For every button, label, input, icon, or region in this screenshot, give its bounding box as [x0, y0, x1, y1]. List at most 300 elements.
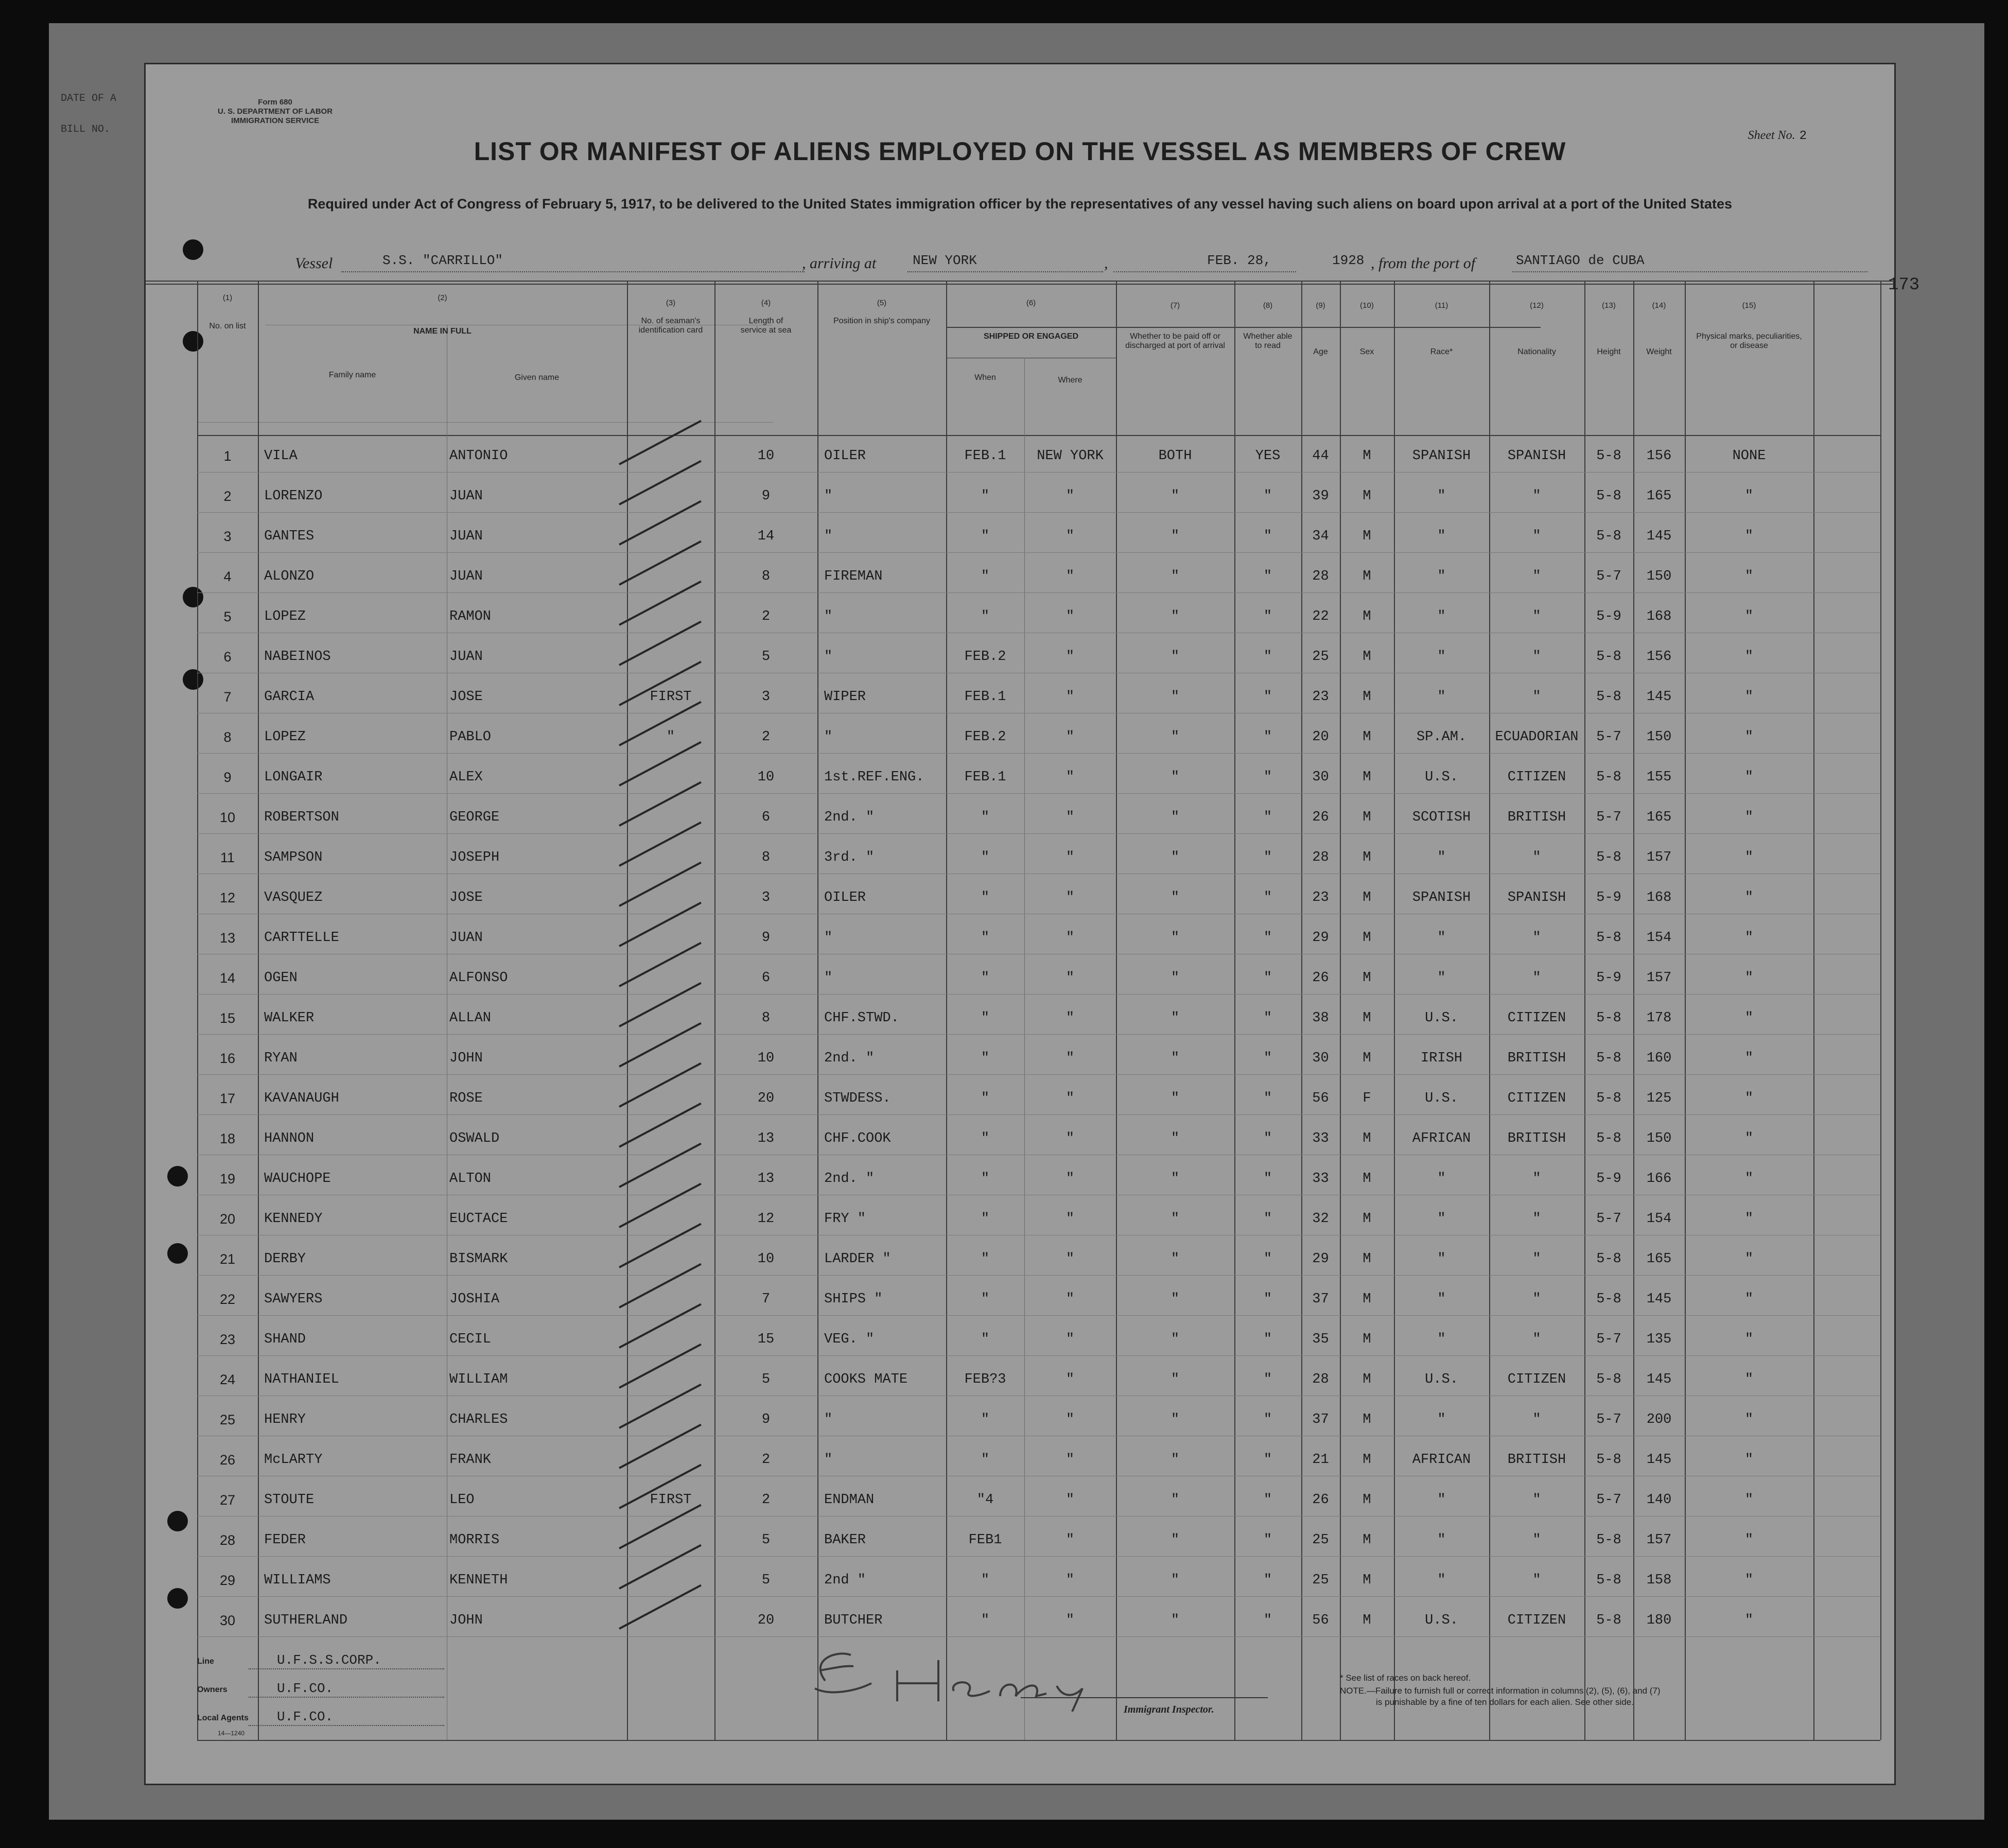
cell-given-name: LEO	[449, 1492, 475, 1508]
cell-able-to-read: "	[1263, 609, 1272, 624]
cell-weight: 150	[1646, 1131, 1672, 1146]
cell-service-years: 14	[757, 529, 775, 544]
cell-weight: 165	[1646, 810, 1672, 825]
col-header-position: Position in ship's company	[833, 317, 931, 325]
cell-paid-off: "	[1171, 1412, 1180, 1427]
cell-row-number: 8	[223, 729, 232, 745]
cell-paid-off: "	[1171, 1573, 1180, 1588]
cell-physical-marks: "	[1744, 1171, 1754, 1187]
cell-given-name: JUAN	[449, 489, 483, 504]
cell-position: OILER	[824, 890, 866, 905]
cell-age: 33	[1312, 1171, 1329, 1187]
cell-age: 25	[1312, 1573, 1329, 1588]
cell-given-name: ALTON	[449, 1171, 492, 1187]
cell-height: 5-8	[1596, 930, 1621, 946]
cell-age: 30	[1312, 770, 1329, 785]
cell-position: SHIPS "	[824, 1292, 883, 1307]
cell-sex: M	[1363, 1372, 1371, 1387]
cell-race: "	[1437, 1211, 1446, 1227]
cell-age: 32	[1312, 1211, 1329, 1227]
cell-given-name: OSWALD	[449, 1131, 500, 1146]
cell-nationality: BRITISH	[1507, 810, 1566, 825]
cell-shipped-when: FEB.1	[964, 770, 1006, 785]
cell-family-name: McLARTY	[264, 1452, 323, 1468]
cell-shipped-when: "	[981, 1292, 990, 1307]
cell-paid-off: "	[1171, 1332, 1180, 1347]
cell-service-years: 2	[761, 729, 771, 745]
cell-family-name: LONGAIR	[264, 770, 323, 785]
cell-service-years: 10	[757, 770, 775, 785]
cell-family-name: LOPEZ	[264, 729, 306, 745]
cell-given-name: ROSE	[449, 1091, 483, 1106]
col-header-physical-marks: Physical marks, peculiarities, or disease	[1696, 332, 1802, 350]
arrival-port: NEW YORK	[913, 253, 977, 268]
cell-shipped-where: "	[1066, 609, 1075, 624]
cell-service-years: 2	[761, 1452, 771, 1468]
cell-paid-off: "	[1171, 850, 1180, 865]
cell-sex: M	[1363, 850, 1371, 865]
cell-given-name: JOHN	[449, 1051, 483, 1066]
cell-able-to-read: "	[1263, 649, 1272, 665]
cell-row-number: 6	[223, 649, 232, 665]
cell-weight: 200	[1646, 1412, 1672, 1427]
cell-nationality: "	[1532, 529, 1541, 544]
cell-able-to-read: "	[1263, 1573, 1272, 1588]
cell-family-name: WAUCHOPE	[264, 1171, 331, 1187]
cell-family-name: SHAND	[264, 1332, 306, 1347]
cell-physical-marks: "	[1744, 1292, 1754, 1307]
cell-race: U.S.	[1425, 1091, 1458, 1106]
cell-sex: M	[1363, 529, 1371, 544]
cell-family-name: GARCIA	[264, 689, 315, 705]
cell-family-name: WILLIAMS	[264, 1573, 331, 1588]
cell-family-name: KENNEDY	[264, 1211, 323, 1227]
cell-race: "	[1437, 930, 1446, 946]
table-row	[146, 1198, 1894, 1238]
table-row	[146, 877, 1894, 917]
cell-race: "	[1437, 1532, 1446, 1548]
cell-given-name: JUAN	[449, 529, 483, 544]
cell-family-name: FEDER	[264, 1532, 306, 1548]
cell-physical-marks: "	[1744, 1372, 1754, 1387]
cell-row-number: 25	[219, 1412, 236, 1427]
sheet-number: Sheet No. 2	[1748, 129, 1807, 143]
cell-family-name: SUTHERLAND	[264, 1613, 348, 1628]
departure-port: SANTIAGO de CUBA	[1516, 253, 1645, 268]
vessel-name: S.S. "CARRILLO"	[382, 253, 503, 268]
cell-row-number: 2	[223, 489, 232, 504]
cell-race: SPANISH	[1412, 890, 1471, 905]
cell-family-name: HENRY	[264, 1412, 306, 1427]
cell-sex: M	[1363, 810, 1371, 825]
cell-weight: 145	[1646, 689, 1672, 705]
cell-age: 23	[1312, 689, 1329, 705]
cell-physical-marks: "	[1744, 1573, 1754, 1588]
cell-race: U.S.	[1425, 770, 1458, 785]
cell-race: "	[1437, 1292, 1446, 1307]
cell-row-number: 3	[223, 529, 232, 544]
cell-physical-marks: "	[1744, 529, 1754, 544]
col-header-sex: Sex	[1359, 347, 1374, 356]
cell-row-number: 23	[219, 1332, 236, 1347]
col-header-paid-off: Whether to be paid off or discharged at port of arrival	[1125, 332, 1225, 350]
cell-physical-marks: "	[1744, 1492, 1754, 1508]
cell-shipped-when: FEB?3	[964, 1372, 1006, 1387]
cell-weight: 135	[1646, 1332, 1672, 1347]
cell-height: 5-8	[1596, 1051, 1621, 1066]
cell-able-to-read: "	[1263, 1452, 1272, 1468]
cell-race: SCOTISH	[1412, 810, 1471, 825]
form-identifier: Form 680 U. S. DEPARTMENT OF LABOR IMMIGRATION SERVICE	[218, 98, 333, 125]
cell-service-years: 6	[761, 810, 771, 825]
cell-shipped-when: FEB.1	[964, 689, 1006, 705]
cell-height: 5-8	[1596, 1452, 1621, 1468]
cell-weight: 168	[1646, 609, 1672, 624]
cell-paid-off: "	[1171, 890, 1180, 905]
cell-nationality: "	[1532, 1492, 1541, 1508]
col-header-name: NAME IN FULL	[413, 327, 472, 336]
cell-row-number: 29	[219, 1573, 236, 1588]
cell-able-to-read: "	[1263, 970, 1272, 986]
cell-shipped-where: "	[1066, 489, 1075, 504]
row-rule	[197, 833, 1880, 834]
cell-family-name: ALONZO	[264, 569, 315, 584]
cell-position: 3rd. "	[824, 850, 875, 865]
corner-number: 173	[1888, 275, 1920, 295]
table-row	[146, 475, 1894, 515]
cell-paid-off: "	[1171, 569, 1180, 584]
cell-given-name: GEORGE	[449, 810, 500, 825]
cell-height: 5-9	[1596, 609, 1621, 624]
cell-sex: M	[1363, 1573, 1371, 1588]
cell-race: "	[1437, 529, 1446, 544]
cell-service-years: 6	[761, 970, 771, 986]
arriving-label: , arriving at	[802, 255, 877, 272]
date-separator: ,	[1104, 255, 1108, 272]
cell-row-number: 20	[219, 1211, 236, 1227]
col-10-number: (10)	[1360, 301, 1374, 310]
col-header-age: Age	[1313, 347, 1328, 356]
row-rule	[197, 1315, 1880, 1316]
cell-height: 5-7	[1596, 569, 1621, 584]
cell-row-number: 22	[219, 1292, 236, 1307]
cell-nationality: SPANISH	[1507, 890, 1566, 905]
col-header-nationality: Nationality	[1517, 347, 1556, 356]
cell-weight: 160	[1646, 1051, 1672, 1066]
cell-shipped-where: "	[1066, 1251, 1075, 1267]
cell-height: 5-7	[1596, 1332, 1621, 1347]
cell-given-name: JOSHIA	[449, 1292, 500, 1307]
cell-position: "	[824, 649, 833, 665]
cell-sex: M	[1363, 1051, 1371, 1066]
cell-paid-off: "	[1171, 1051, 1180, 1066]
row-rule	[197, 1114, 1880, 1115]
cell-shipped-when: "	[981, 930, 990, 946]
table-row	[146, 997, 1894, 1037]
col-11-number: (11)	[1435, 301, 1448, 310]
cell-row-number: 19	[219, 1171, 236, 1187]
col-3-number: (3)	[666, 299, 676, 307]
cell-service-years: 8	[761, 569, 771, 584]
cell-shipped-when: FEB.2	[964, 649, 1006, 665]
col-header-when: When	[974, 373, 996, 382]
cell-paid-off: BOTH	[1158, 448, 1192, 464]
cell-age: 56	[1312, 1091, 1329, 1106]
table-row	[146, 716, 1894, 756]
cell-position: CHF.COOK	[824, 1131, 891, 1146]
cell-physical-marks: "	[1744, 569, 1754, 584]
cell-physical-marks: "	[1744, 489, 1754, 504]
cell-service-years: 2	[761, 1492, 771, 1508]
cell-paid-off: "	[1171, 529, 1180, 544]
cell-service-years: 5	[761, 1573, 771, 1588]
cell-given-name: EUCTACE	[449, 1211, 508, 1227]
col-5-number: (5)	[877, 299, 887, 307]
cell-height: 5-9	[1596, 970, 1621, 986]
cell-row-number: 28	[219, 1532, 236, 1548]
cell-row-number: 18	[219, 1131, 236, 1146]
cell-height: 5-9	[1596, 1171, 1621, 1187]
cell-row-number: 9	[223, 770, 232, 785]
cell-given-name: JOSE	[449, 689, 483, 705]
cell-race: "	[1437, 489, 1446, 504]
penalty-note-2: is punishable by a fine of ten dollars for each alien. See other side.	[1376, 1697, 1634, 1707]
cell-height: 5-7	[1596, 1492, 1621, 1508]
cell-weight: 157	[1646, 850, 1672, 865]
cell-sex: M	[1363, 569, 1371, 584]
cell-age: 29	[1312, 930, 1329, 946]
col-header-height: Height	[1597, 347, 1621, 356]
cell-height: 5-8	[1596, 1532, 1621, 1548]
page-title: LIST OR MANIFEST OF ALIENS EMPLOYED ON THE VESSEL AS MEMBERS OF CREW	[474, 137, 1566, 166]
cell-nationality: CITIZEN	[1507, 1372, 1566, 1387]
cell-service-years: 3	[761, 689, 771, 705]
cell-shipped-when: "	[981, 1211, 990, 1227]
cell-shipped-when: "	[981, 1332, 990, 1347]
cell-height: 5-8	[1596, 489, 1621, 504]
col-header-shipped: SHIPPED OR ENGAGED	[983, 332, 1079, 341]
cell-weight: 178	[1646, 1010, 1672, 1026]
cell-paid-off: "	[1171, 1171, 1180, 1187]
col-13-number: (13)	[1602, 301, 1616, 310]
cell-position: "	[824, 729, 833, 745]
cell-race: "	[1437, 569, 1446, 584]
cell-shipped-where: "	[1066, 569, 1075, 584]
cell-service-years: 9	[761, 1412, 771, 1427]
cell-race: SPANISH	[1412, 448, 1471, 464]
cell-service-years: 5	[761, 1372, 771, 1387]
cell-paid-off: "	[1171, 1010, 1180, 1026]
cell-able-to-read: "	[1263, 1613, 1272, 1628]
table-row	[146, 1479, 1894, 1519]
cell-shipped-where: "	[1066, 1091, 1075, 1106]
cell-sex: M	[1363, 770, 1371, 785]
row-rule	[197, 1275, 1880, 1276]
cell-sex: M	[1363, 1251, 1371, 1267]
cell-height: 5-8	[1596, 1372, 1621, 1387]
cell-nationality: "	[1532, 689, 1541, 705]
cell-physical-marks: "	[1744, 1211, 1754, 1227]
cell-race: "	[1437, 649, 1446, 665]
cell-service-years: 9	[761, 489, 771, 504]
cell-sex: M	[1363, 1532, 1371, 1548]
row-rule	[197, 753, 1880, 754]
cell-weight: 157	[1646, 1532, 1672, 1548]
table-row	[146, 1037, 1894, 1077]
cell-weight: 180	[1646, 1613, 1672, 1628]
cell-age: 56	[1312, 1613, 1329, 1628]
col-header-seaman-card: No. of seaman's identification card	[638, 317, 703, 335]
cell-service-years: 13	[757, 1171, 775, 1187]
cell-age: 37	[1312, 1412, 1329, 1427]
cell-weight: 158	[1646, 1573, 1672, 1588]
cell-race: "	[1437, 850, 1446, 865]
cell-nationality: BRITISH	[1507, 1051, 1566, 1066]
cell-physical-marks: "	[1744, 850, 1754, 865]
cell-physical-marks: "	[1744, 930, 1754, 946]
row-rule	[197, 1636, 1880, 1637]
cell-physical-marks: "	[1744, 1091, 1754, 1106]
cell-nationality: BRITISH	[1507, 1452, 1566, 1468]
cell-nationality: "	[1532, 970, 1541, 986]
cell-age: 28	[1312, 569, 1329, 584]
cell-weight: 166	[1646, 1171, 1672, 1187]
cell-physical-marks: "	[1744, 1452, 1754, 1468]
cell-given-name: JOHN	[449, 1613, 483, 1628]
cell-service-years: 5	[761, 1532, 771, 1548]
cell-family-name: RYAN	[264, 1051, 298, 1066]
cell-seaman-card: FIRST	[650, 1492, 692, 1508]
cell-shipped-when: "	[981, 890, 990, 905]
vessel-label: Vessel	[295, 255, 333, 272]
cell-shipped-where: "	[1066, 689, 1075, 705]
cell-shipped-when: "	[981, 1573, 990, 1588]
cell-nationality: "	[1532, 930, 1541, 946]
cell-sex: M	[1363, 970, 1371, 986]
table-row	[146, 676, 1894, 716]
cell-race: AFRICAN	[1412, 1452, 1471, 1468]
cell-sex: M	[1363, 489, 1371, 504]
cell-able-to-read: "	[1263, 1010, 1272, 1026]
cell-weight: 165	[1646, 489, 1672, 504]
table-row	[146, 1158, 1894, 1198]
cell-service-years: 10	[757, 1051, 775, 1066]
cell-race: U.S.	[1425, 1010, 1458, 1026]
cell-age: 30	[1312, 1051, 1329, 1066]
cell-race: "	[1437, 609, 1446, 624]
cell-nationality: "	[1532, 569, 1541, 584]
cell-nationality: "	[1532, 1332, 1541, 1347]
cell-position: 2nd. "	[824, 1051, 875, 1066]
cell-able-to-read: "	[1263, 770, 1272, 785]
inspector-signature	[805, 1640, 1268, 1712]
cell-age: 26	[1312, 810, 1329, 825]
cell-physical-marks: "	[1744, 1051, 1754, 1066]
cell-family-name: NATHANIEL	[264, 1372, 339, 1387]
cell-paid-off: "	[1171, 770, 1180, 785]
cell-race: "	[1437, 1412, 1446, 1427]
col-7-number: (7)	[1170, 301, 1180, 310]
cell-given-name: CECIL	[449, 1332, 492, 1347]
table-row	[146, 836, 1894, 877]
cell-given-name: ALLAN	[449, 1010, 492, 1026]
cell-sex: M	[1363, 609, 1371, 624]
row-rule	[197, 1034, 1880, 1035]
cell-position: FIREMAN	[824, 569, 883, 584]
col-9-number: (9)	[1316, 301, 1325, 310]
cell-given-name: JUAN	[449, 649, 483, 665]
cell-paid-off: "	[1171, 1452, 1180, 1468]
cell-able-to-read: "	[1263, 569, 1272, 584]
cell-nationality: CITIZEN	[1507, 1091, 1566, 1106]
cell-height: 5-7	[1596, 1211, 1621, 1227]
cell-shipped-where: "	[1066, 1211, 1075, 1227]
cell-age: 39	[1312, 489, 1329, 504]
col-header-family-name: Family name	[328, 371, 376, 379]
row-rule	[197, 512, 1880, 513]
table-row	[146, 796, 1894, 836]
cell-nationality: "	[1532, 1211, 1541, 1227]
cell-nationality: "	[1532, 850, 1541, 865]
cell-nationality: ECUADORIAN	[1495, 729, 1579, 745]
cell-shipped-when: "	[981, 1091, 990, 1106]
cell-shipped-where: "	[1066, 970, 1075, 986]
cell-shipped-where: "	[1066, 1492, 1075, 1508]
cell-height: 5-8	[1596, 649, 1621, 665]
cell-nationality: "	[1532, 609, 1541, 624]
cell-sex: M	[1363, 1613, 1371, 1628]
cell-row-number: 11	[220, 850, 235, 865]
cell-physical-marks: "	[1744, 1532, 1754, 1548]
cell-height: 5-8	[1596, 689, 1621, 705]
cell-sex: M	[1363, 649, 1371, 665]
cell-shipped-where: "	[1066, 1010, 1075, 1026]
inspector-signature-line	[1021, 1697, 1268, 1698]
col-12-number: (12)	[1530, 301, 1544, 310]
cell-paid-off: "	[1171, 1251, 1180, 1267]
cell-physical-marks: "	[1744, 1613, 1754, 1628]
cell-nationality: CITIZEN	[1507, 1613, 1566, 1628]
row-rule	[197, 994, 1880, 995]
cell-physical-marks: "	[1744, 649, 1754, 665]
row-rule	[197, 1074, 1880, 1075]
cell-family-name: ROBERTSON	[264, 810, 339, 825]
cell-shipped-when: FEB1	[968, 1532, 1002, 1548]
cell-height: 5-7	[1596, 1412, 1621, 1427]
cell-age: 33	[1312, 1131, 1329, 1146]
cell-given-name: JUAN	[449, 569, 483, 584]
table-row	[146, 1318, 1894, 1358]
cell-weight: 145	[1646, 1452, 1672, 1468]
race-note: * See list of races on back hereof.	[1340, 1673, 1471, 1683]
table-row	[146, 1519, 1894, 1559]
cell-shipped-where: "	[1066, 1171, 1075, 1187]
cell-weight: 125	[1646, 1091, 1672, 1106]
cell-family-name: STOUTE	[264, 1492, 315, 1508]
cell-paid-off: "	[1171, 489, 1180, 504]
cell-age: 20	[1312, 729, 1329, 745]
cell-position: "	[824, 970, 833, 986]
cell-age: 29	[1312, 1251, 1329, 1267]
cell-nationality: "	[1532, 1573, 1541, 1588]
cell-shipped-where: "	[1066, 1412, 1075, 1427]
cell-family-name: DERBY	[264, 1251, 306, 1267]
cell-shipped-where: "	[1066, 1573, 1075, 1588]
table-row	[146, 1439, 1894, 1479]
cell-race: U.S.	[1425, 1372, 1458, 1387]
row-rule	[197, 552, 1880, 553]
cell-position: 1st.REF.ENG.	[824, 770, 924, 785]
